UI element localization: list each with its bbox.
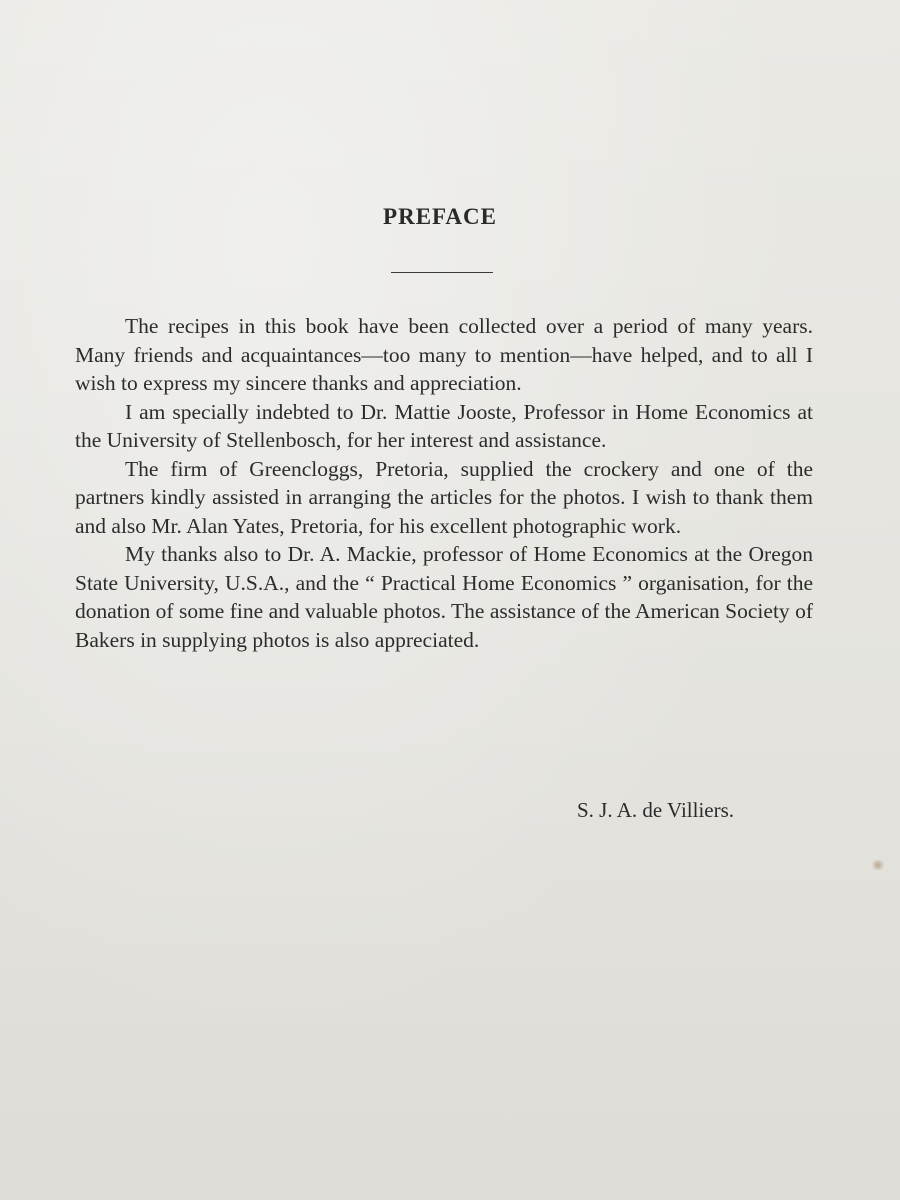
paragraph: The recipes in this book have been collected over a period of many years. Many friends and acquaintances—too many to mention—have helped, and to all I wish to express my sincere thanks and appreciation. [75, 314, 813, 395]
author-signature: S. J. A. de Villiers. [577, 798, 735, 822]
preface-body [75, 312, 813, 654]
page-title: PREFACE [383, 204, 497, 229]
paper-stain [870, 860, 886, 870]
paragraph: My thanks also to Dr. A. Mackie, professor of Home Economics at the Oregon State University, U.S.A., and the “ Practical Home Economics ” organisation, for the donation of some fine and valuable photos. The assistance of the American Society of Bakers in supplying photos is also appreciated. [75, 542, 813, 652]
title-divider [391, 272, 493, 273]
paragraph: The firm of Greencloggs, Pretoria, supplied the crockery and one of the partners kindly assisted in arranging the articles for the photos. I wish to thank them and also Mr. Alan Yates, Pretoria, for his excellent photographic work. [75, 456, 813, 538]
paragraph: I am specially indebted to Dr. Mattie Jooste, Professor in Home Economics at the University of Stellenbosch, for her interest and assistance. [75, 399, 813, 452]
